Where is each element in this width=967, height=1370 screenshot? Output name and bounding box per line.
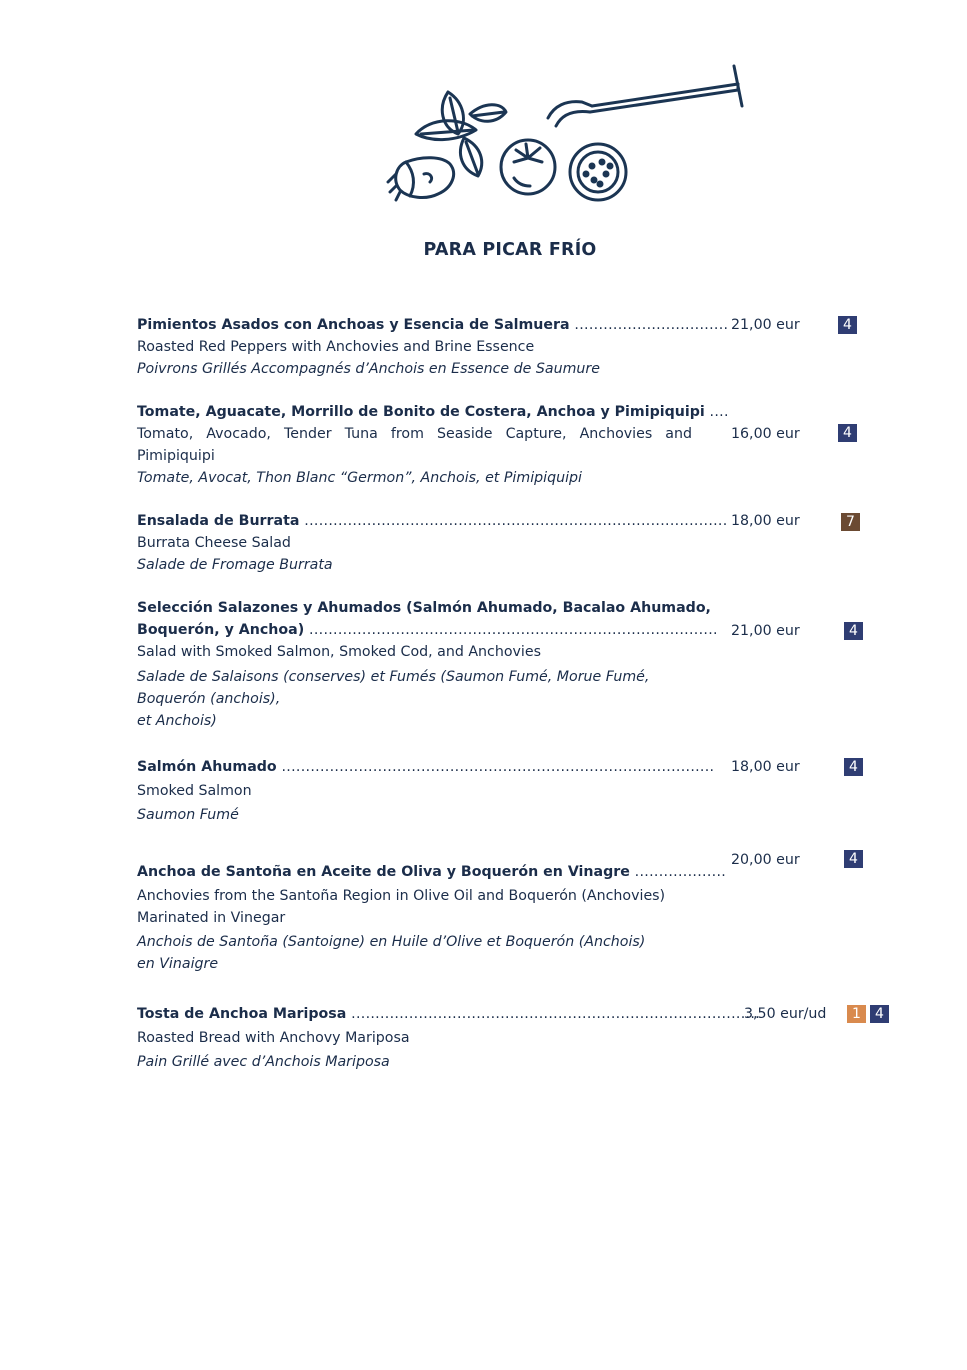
item-french: Salade de Fromage Burrata (137, 557, 333, 573)
item-price: 18,00 eur (731, 513, 800, 529)
item-price: 20,00 eur (731, 852, 800, 868)
menu-item (137, 401, 897, 489)
item-french: Boquerón (anchois), (137, 691, 281, 707)
leader-dots: ................... (629, 864, 727, 880)
item-english: Smoked Salmon (137, 783, 252, 799)
item-name: Tomate, Aguacate, Morrillo de Bonito de Costera, Anchoa y Pimipiquipi (137, 404, 705, 420)
leader-dots: ..................................................................................... (304, 622, 718, 638)
item-french: Pain Grillé avec d’Anchois Mariposa (137, 1054, 390, 1070)
item-name: Selección Salazones y Ahumados (Salmón Ahumado, Bacalao Ahumado, (137, 600, 711, 616)
item-price: 21,00 eur (731, 623, 800, 639)
section-title: PARA PICAR FRÍO (423, 240, 597, 260)
item-name: Boquerón, y Anchoa) (137, 622, 305, 638)
item-english: Anchovies from the Santoña Region in Olive Oil and Boquerón (Anchovies) (137, 888, 666, 904)
menu-item (137, 597, 897, 732)
item-price: 3,50 eur/ud (744, 1006, 827, 1022)
item-french: Tomate, Avocat, Thon Blanc “Germon”, Anchois, et Pimipiquipi (137, 470, 582, 486)
vegetables-fork-illustration (386, 62, 746, 212)
item-french: Poivrons Grillés Accompagnés d’Anchois en Essence de Saumure (137, 361, 600, 377)
item-name: Pimientos Asados con Anchoas y Esencia de Salmuera (137, 317, 570, 333)
item-french: Saumon Fumé (137, 807, 239, 823)
allergen-badge: 4 (844, 850, 863, 868)
item-english: Marinated in Vinegar (137, 910, 286, 926)
item-french: Salade de Salaisons (conserves) et Fumés (Saumon Fumé, Morue Fumé, (137, 669, 650, 685)
item-french: et Anchois) (137, 713, 217, 729)
item-english: Salad with Smoked Salmon, Smoked Cod, and Anchovies (137, 644, 541, 660)
allergen-badge: 4 (838, 316, 857, 334)
leader-dots: ..................................................................................... (346, 1006, 760, 1022)
item-name: Salmón Ahumado (137, 759, 277, 775)
item-english: Roasted Red Peppers with Anchovies and Brine Essence (137, 339, 535, 355)
allergen-badge: 4 (844, 622, 863, 640)
leader-dots: .... (704, 404, 729, 420)
item-english: Roasted Bread with Anchovy Mariposa (137, 1030, 410, 1046)
item-name: Tosta de Anchoa Mariposa (137, 1006, 347, 1022)
item-price: 21,00 eur (731, 317, 800, 333)
menu-item (137, 861, 897, 975)
item-english: Burrata Cheese Salad (137, 535, 291, 551)
allergen-badge: 7 (841, 513, 860, 531)
allergen-badge: 4 (838, 424, 857, 442)
allergen-badge: 4 (870, 1005, 889, 1023)
item-name: Anchoa de Santoña en Aceite de Oliva y Boquerón en Vinagre (137, 864, 630, 880)
item-english: Tomato, Avocado, Tender Tuna from Seaside Capture, Anchovies and Pimipiquipi (137, 426, 692, 464)
leader-dots: .......................................................................................... (276, 759, 715, 775)
leader-dots: ........................................................................................ (299, 513, 728, 529)
allergen-badge: 4 (844, 758, 863, 776)
item-french: en Vinaigre (137, 956, 219, 972)
item-name: Ensalada de Burrata (137, 513, 300, 529)
item-french: Anchois de Santoña (Santoigne) en Huile d’Olive et Boquerón (Anchois) (137, 934, 646, 950)
item-price: 16,00 eur (731, 426, 800, 442)
leader-dots: ................................ (569, 317, 729, 333)
allergen-badge: 1 (847, 1005, 866, 1023)
item-price: 18,00 eur (731, 759, 800, 775)
